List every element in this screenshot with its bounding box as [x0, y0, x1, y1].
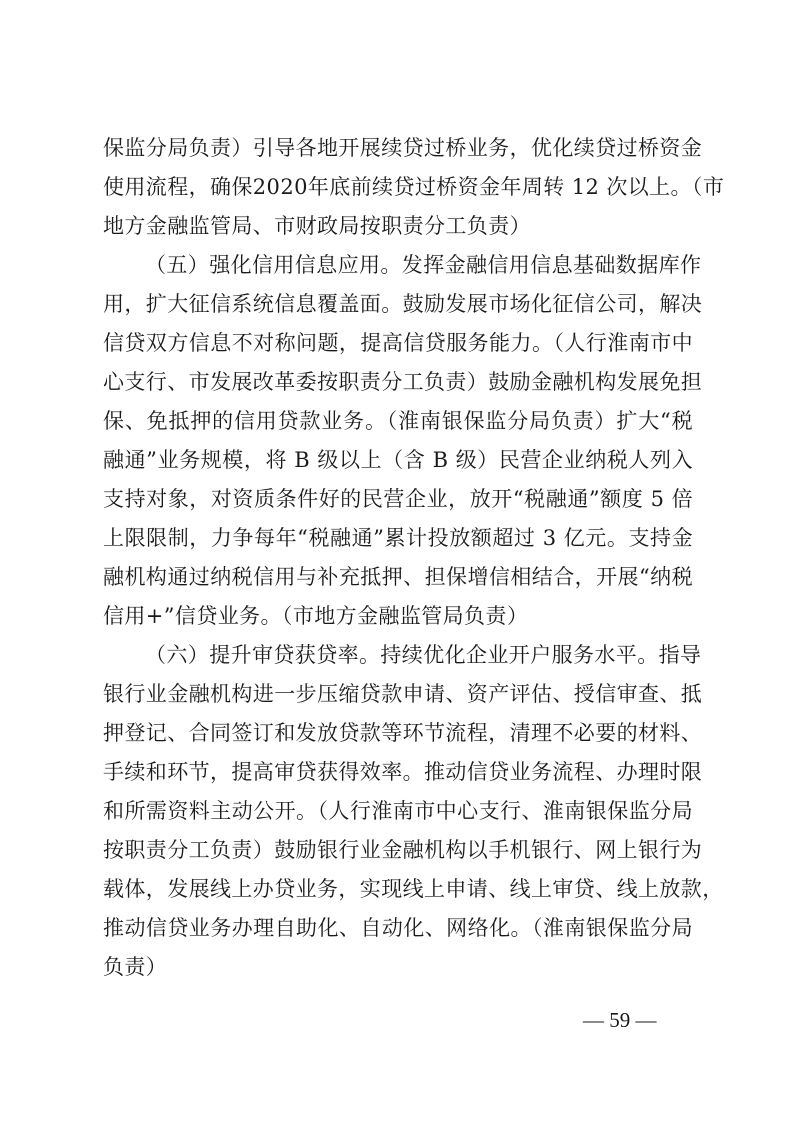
text-line: 信贷双方信息不对称问题，提高信贷服务能力。（人行淮南市中 — [103, 331, 693, 355]
text-line: 载体，发展线上办贷业务，实现线上申请、线上审贷、线上放款， — [103, 877, 724, 901]
text-line: 支持对象，对资质条件好的民营企业，放开“税融通”额度 5 倍 — [103, 487, 693, 511]
text-line: 负责） — [103, 955, 168, 979]
text-line: 信用+”信贷业务。（市地方金融监管局负责） — [103, 604, 529, 628]
text-line: 保监分局负责）引导各地开展续贷过桥业务，优化续贷过桥资金 — [103, 136, 703, 160]
text-line: 银行业金融机构进一步压缩贷款申请、资产评估、授信审查、抵 — [103, 682, 703, 706]
page-number: — 59 — — [583, 1008, 657, 1032]
text-line: 押登记、合同签订和发放贷款等环节流程，清理不必要的材料、 — [103, 721, 703, 745]
text-line: 使用流程，确保2020年底前续贷过桥资金年周转 12 次以上。（市 — [103, 175, 725, 199]
paragraph-heading-5: （五）强化信用信息应用。发挥金融信用信息基础数据库作 — [145, 253, 702, 277]
text-line: 推动信贷业务办理自助化、自动化、网络化。（淮南银保监分局 — [103, 916, 693, 940]
text-line: 按职责分工负责）鼓励银行业金融机构以手机银行、网上银行为 — [103, 838, 703, 862]
text-line: 融机构通过纳税信用与补充抵押、担保增信相结合，开展“纳税 — [103, 565, 693, 589]
text-line: 保、免抵押的信用贷款业务。（淮南银保监分局负责）扩大“税 — [103, 409, 693, 433]
text-line: 心支行、市发展改革委按职责分工负责）鼓励金融机构发展免担 — [103, 370, 703, 394]
text-line: 地方金融监管局、市财政局按职责分工负责） — [103, 214, 531, 238]
text-line: 用，扩大征信系统信息覆盖面。鼓励发展市场化征信公司，解决 — [103, 292, 703, 316]
text-line: 和所需资料主动公开。（人行淮南市中心支行、淮南银保监分局 — [103, 799, 693, 823]
paragraph-heading-6: （六）提升审贷获贷率。持续优化企业开户服务水平。指导 — [145, 643, 702, 667]
text-line: 融通”业务规模，将 B 级以上（含 B 级）民营企业纳税人列入 — [103, 448, 693, 472]
text-line: 上限限制，力争每年“税融通”累计投放额超过 3 亿元。支持金 — [103, 526, 693, 550]
text-line: 手续和环节，提高审贷获得效率。推动信贷业务流程、办理时限 — [103, 760, 703, 784]
